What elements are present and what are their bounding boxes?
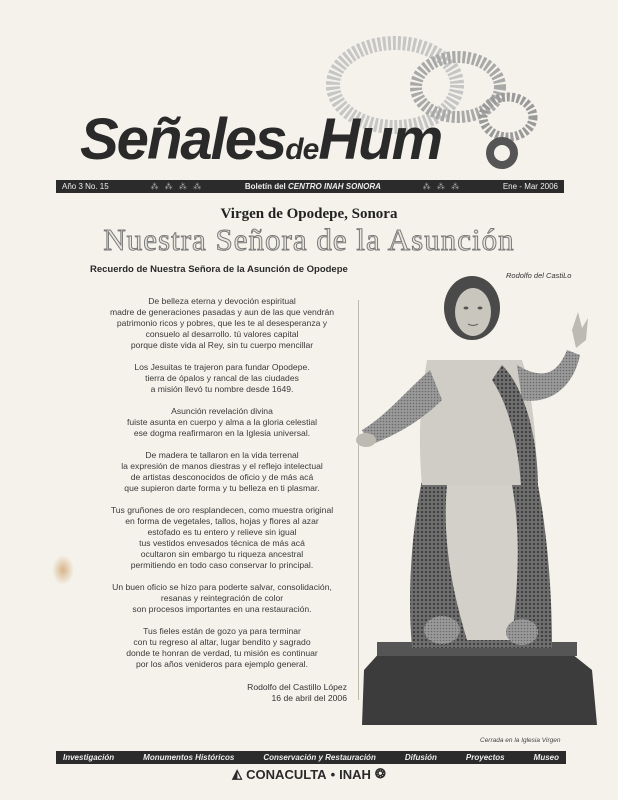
nav-item[interactable]: Difusión: [404, 753, 437, 762]
poem-signature: [220, 682, 347, 704]
bulletin-label: [245, 182, 381, 191]
poem-line: patrimonio ricos y pobres, que les te al desesperanza y: [116, 318, 328, 328]
nav-item[interactable]: Investigación: [63, 753, 115, 762]
poem-line: de artistas desconocidos de oficio y de más acá: [130, 472, 314, 482]
virgin-statue-photo: [352, 270, 607, 732]
inah-logo-icon: ❂: [374, 766, 386, 781]
poem-line: ocultaron sin embargo tu riqueza ancestral: [140, 549, 304, 559]
poem-line: por los años venideros para ejemplo general.: [136, 659, 308, 669]
poem-stanza: [92, 406, 352, 439]
poem-line: tus vestidos envesados técnica de más acá: [139, 538, 305, 548]
masthead-word-humo: Hum: [318, 107, 442, 172]
signature-name: Rodolfo del Castillo López: [247, 682, 347, 692]
nav-item[interactable]: Monumentos Históricos: [143, 753, 235, 762]
decorative-glyphs-left: ⁂ ⁂ ⁂ ⁂: [150, 182, 204, 191]
poem-line: la expresión de manos diestras y el reflejo intelectual: [121, 461, 323, 471]
poem: [92, 296, 352, 681]
poem-stanza: [92, 362, 352, 395]
poem-line: De belleza eterna y devoción espiritual: [148, 296, 296, 306]
article-kicker: Virgen de Opodepe, Sonora: [220, 206, 398, 222]
footer-nav-bar: [56, 751, 566, 764]
masthead-title: [80, 106, 441, 173]
poem-stanza: [92, 626, 352, 670]
poem-line: ese dogma reafirmaron en la Iglesia universal.: [133, 428, 311, 438]
conaculta-logo-icon: ◭: [232, 766, 243, 781]
poem-stanza: [92, 582, 352, 615]
bulletin-prefix: Boletín del: [244, 182, 288, 191]
photo-caption: Cerrada en la Iglesia Virgen: [480, 737, 561, 744]
poem-stanza: [92, 450, 352, 494]
poem-line: donde te honran de verdad, tu misión es continuar: [126, 648, 318, 658]
poem-line: tierra de ópalos y rancal de las ciudades: [145, 373, 299, 383]
poem-line: Tus fieles están de gozo ya para terminar: [143, 626, 301, 636]
masthead-word-senales: Señales: [80, 107, 286, 172]
sponsor-logos: [0, 766, 618, 782]
poem-line: resanas y reintegración de color: [160, 593, 284, 603]
poem-line: a misión llevó tu nombre desde 1649.: [150, 384, 294, 394]
logo-separator: •: [330, 766, 336, 782]
bulletin-org: CENTRO INAH SONORA: [288, 182, 381, 191]
poem-line: con tu regreso al altar, lugar bendito y sagrado: [133, 637, 311, 647]
nav-item[interactable]: Museo: [533, 753, 559, 762]
poem-line: madre de generaciones pasadas y aun de las que vendrán: [109, 307, 335, 317]
masthead-word-de: de: [285, 133, 319, 166]
article-subtitle: Recuerdo de Nuestra Señora de la Asunción de Opodepe: [90, 264, 348, 275]
issue-number: Año 3 No. 15: [62, 182, 109, 191]
poem-line: son procesos importantes en una restauración.: [132, 604, 312, 614]
poem-line: en forma de vegetales, tallos, hojas y flores al azar: [125, 516, 319, 526]
poem-line: estofado es tu entero y relieve sin igual: [147, 527, 297, 537]
issue-info-bar: [56, 180, 564, 193]
poem-line: Asunción revelación divina: [171, 406, 273, 416]
poem-line: Los Jesuitas te trajeron para fundar Opodepe.: [134, 362, 310, 372]
poem-line: De madera te tallaron en la vida terrenal: [145, 450, 299, 460]
poem-stanza: [92, 505, 352, 571]
poem-line: consuelo al desarrollo. tú valores capital: [145, 329, 299, 339]
nav-item[interactable]: Conservación y Restauración: [263, 753, 376, 762]
conaculta-label: CONACULTA: [246, 766, 327, 782]
inah-label: INAH: [339, 766, 371, 782]
decorative-glyphs-right: ⁂ ⁂ ⁂: [422, 182, 462, 191]
signature-date: 16 de abril del 2006: [271, 693, 347, 703]
paper-stain: [52, 555, 74, 585]
poem-stanza: [92, 296, 352, 351]
poem-line: Un buen oficio se hizo para poderte salvar, consolidación,: [112, 582, 332, 592]
article-title: Nuestra Señora de la Asunción: [103, 222, 515, 257]
photo-credit: Rodolfo del CastiLo: [506, 271, 572, 280]
poem-line: porque diste vida al Rey, sin tu cuerpo mencillar: [130, 340, 314, 350]
nav-item[interactable]: Proyectos: [465, 753, 505, 762]
poem-line: fuiste asunta en cuerpo y alma a la gloria celestial: [126, 417, 318, 427]
poem-line: Tus gruñones de oro resplandecen, como muestra original: [110, 505, 334, 515]
poem-line: permitiendo en todo caso conservar lo principal.: [130, 560, 314, 570]
poem-line: que supieron darte forma y tu belleza en ti plasmar.: [124, 483, 320, 493]
issue-date-range: Ene - Mar 2006: [502, 182, 558, 191]
